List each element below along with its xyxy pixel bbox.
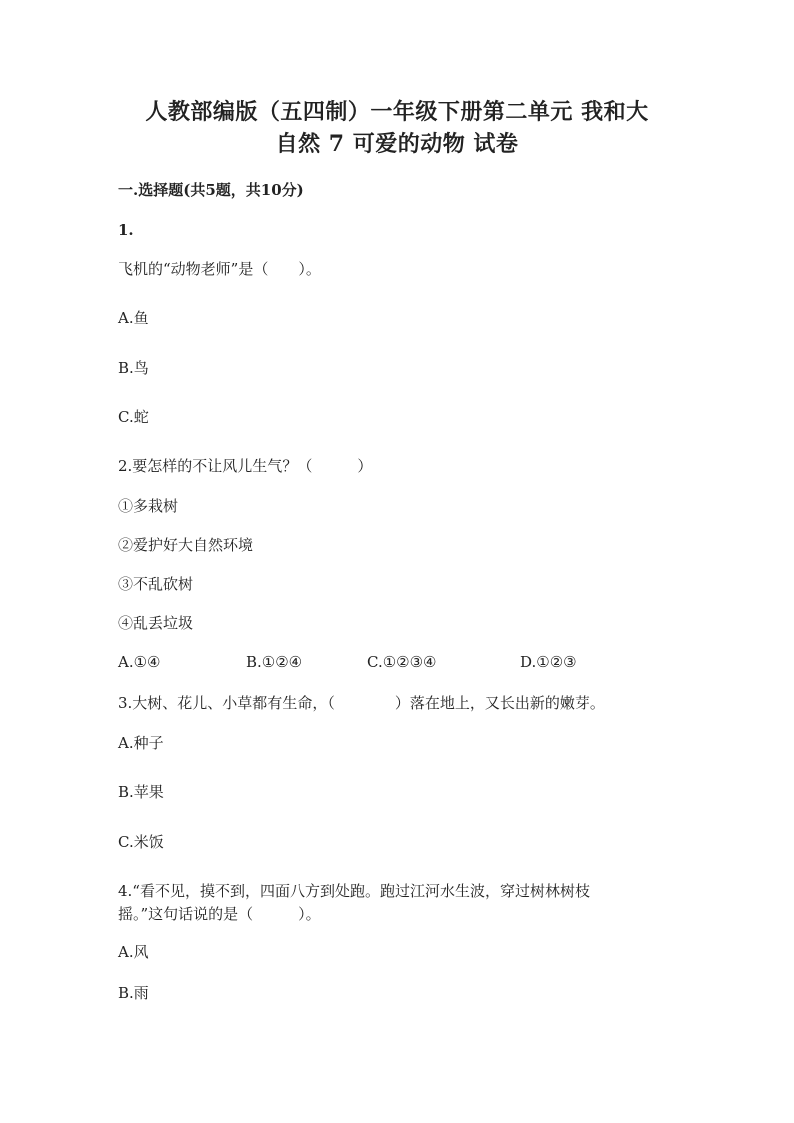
question-2-option-a: A.①④ xyxy=(118,653,161,671)
question-3-option-a: A.种子 xyxy=(118,734,164,752)
question-3-stem: 3.大树、花儿、小草都有生命，（ ）落在地上，又长出新的嫩芽。 xyxy=(118,694,605,712)
question-4-stem-line-1: 4.“看不见，摸不到，四面八方到处跑。跑过江河水生波，穿过树林树枝 xyxy=(118,882,590,900)
question-3-option-c: C.米饭 xyxy=(118,833,164,851)
question-2-stem: 2.要怎样的不让风儿生气？（ ） xyxy=(118,457,373,475)
question-4-option-a: A.风 xyxy=(118,943,149,961)
question-2-option-d: D.①②③ xyxy=(520,653,577,671)
question-2-option-b: B.①②④ xyxy=(246,653,303,671)
question-1-number: 1. xyxy=(118,221,134,239)
question-2-item-2: ②爱护好大自然环境 xyxy=(118,536,254,554)
question-4-option-b: B.雨 xyxy=(118,984,149,1002)
question-4-stem-line-2: 摇。”这句话说的是（ ）。 xyxy=(118,905,321,923)
section-heading: 一.选择题(共5题，共10分) xyxy=(118,181,304,199)
question-2-item-4: ④乱丢垃圾 xyxy=(118,614,194,632)
question-1-option-b: B.鸟 xyxy=(118,359,149,377)
question-1-option-c: C.蛇 xyxy=(118,408,149,426)
question-2-option-c: C.①②③④ xyxy=(367,653,437,671)
question-2-item-1: ①多栽树 xyxy=(118,497,179,515)
question-1-option-a: A.鱼 xyxy=(118,309,149,327)
page-title-line-2: 自然 7 可爱的动物 试卷 xyxy=(275,131,519,157)
question-2-item-3: ③不乱砍树 xyxy=(118,575,194,593)
question-3-option-b: B.苹果 xyxy=(118,783,164,801)
page-title-line-1: 人教部编版（五四制）一年级下册第二单元 我和大 xyxy=(145,99,649,125)
question-1-stem: 飞机的“动物老师”是（ ）。 xyxy=(118,260,321,278)
question-2-options xyxy=(0,652,794,672)
